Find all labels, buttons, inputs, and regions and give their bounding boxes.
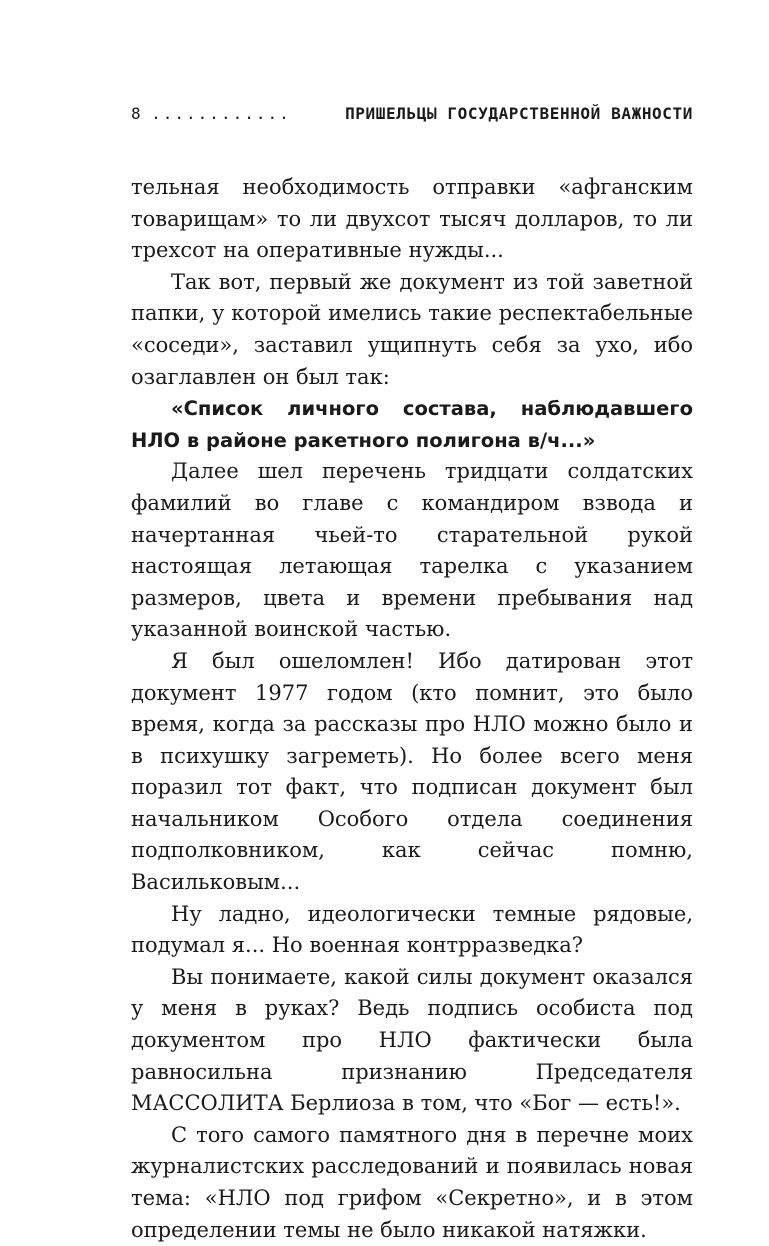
running-head-title: ПРИШЕЛЬЦЫ ГОСУДАРСТВЕННОЙ ВАЖНОСТИ [345,104,693,123]
paragraph: Ну ладно, идеологически темные рядовые, подумал я... Но военная контрразведка? [131,901,693,958]
body-text [131,172,693,1246]
running-head [131,104,693,123]
paragraph: Так вот, первый же документ из той заветной папки, у которой имелись такие респектабельные «соседи», заставил ущипнуть себя за ухо, ибо озаглавлен он был так: [131,269,693,389]
paragraph: Вы понимаете, какой силы документ оказался у меня в руках? Ведь подпись особиста под документом про НЛО фактически была равносильна признанию Председателя МАССОЛИТА Берлиоза в том, что «Бог — есть!». [131,964,693,1116]
document-title-quote: «Список личного состава, наблюдавшего НЛО в районе ракетного полигона в/ч...» [131,397,693,452]
dot-leader: ............ [151,104,291,123]
paragraph: Далее шел перечень тридцати солдатских фамилий во главе с командиром взвода и начертанная чьей-то старательной рукой настоящая летающая тарелка с указанием размеров, цвета и времени пребывания над указанной воинской частью. [131,459,693,642]
paragraph: Я был ошеломлен! Ибо датирован этот документ 1977 годом (кто помнит, это было время, когда за рассказы про НЛО можно было и в психушку загреметь). Но более всего меня поразил тот факт, что подписан документ был начальником Особого отдела соединения подполковником, как сейчас помню, Васильковым... [131,648,693,895]
paragraph: С того самого памятного дня в перечне моих журналистских расследований и появилась новая тема: «НЛО под грифом «Секретно», и в этом определении темы не было никакой натяжки. [131,1122,693,1242]
paragraph-continued: тельная необходимость отправки «афганским товарищам» то ли двухсот тысяч долларов, то ли трехсот на оперативные нужды... [131,175,693,263]
page-number: 8 [131,104,142,123]
